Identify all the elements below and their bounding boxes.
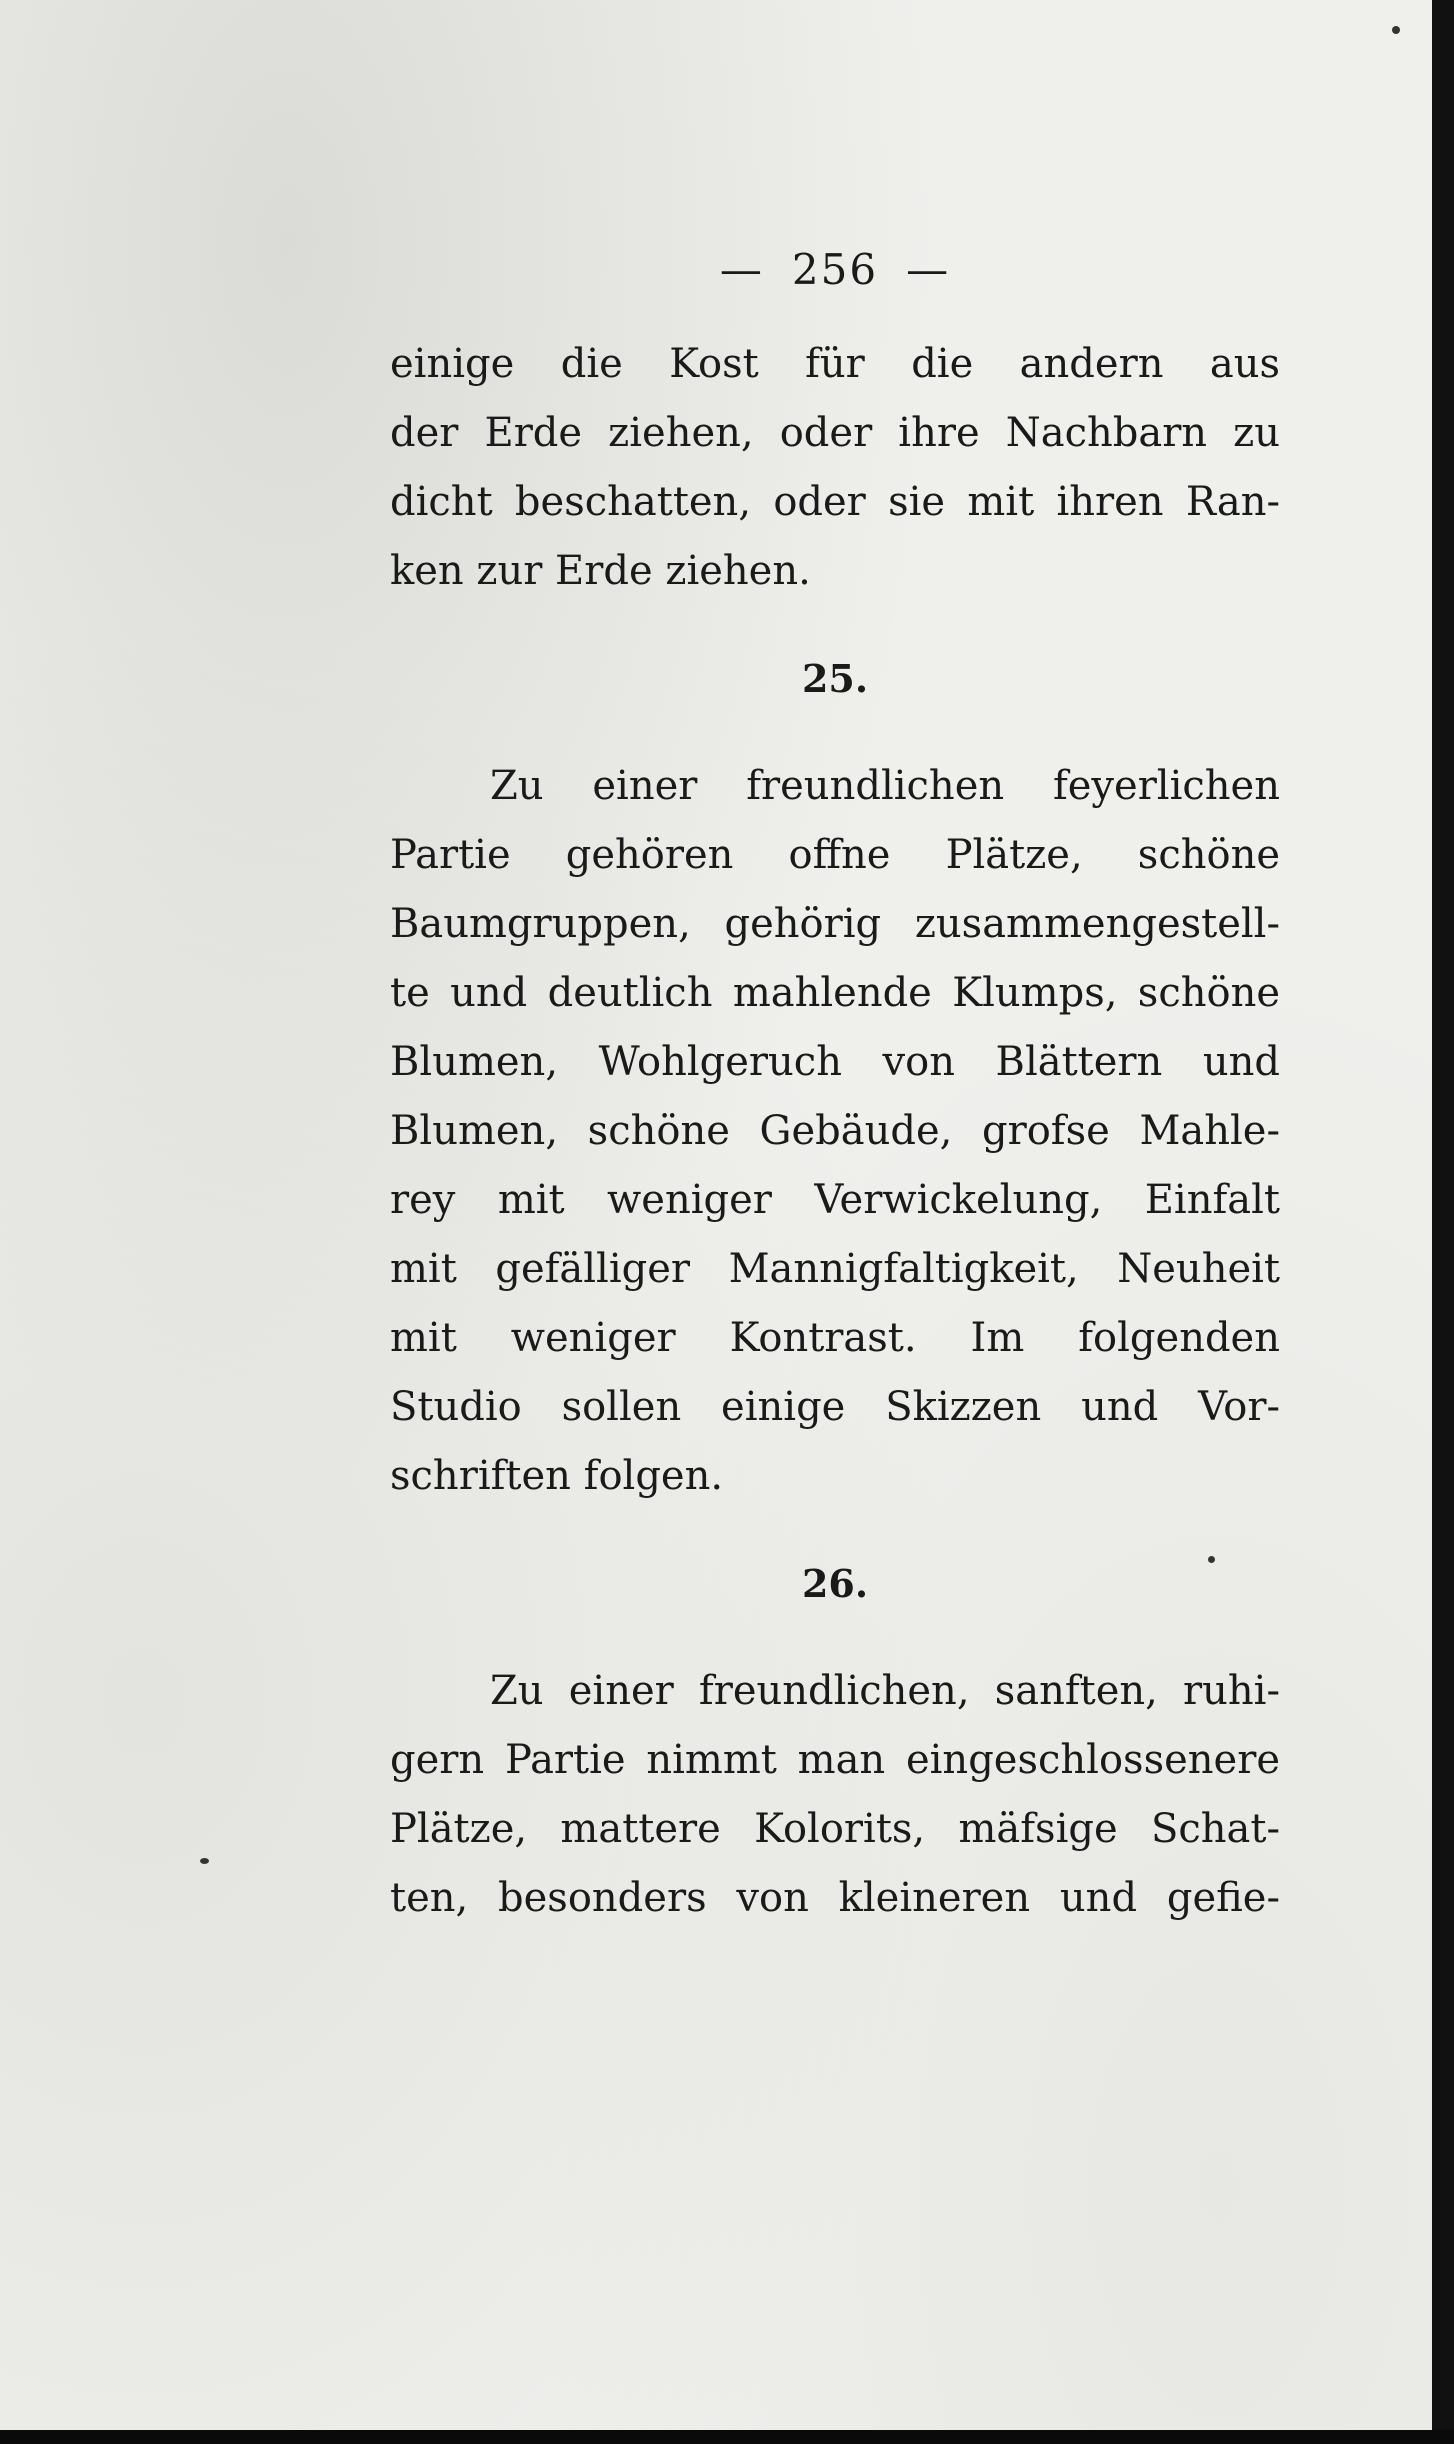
text-line: te und deutlich mahlende Klumps, schöne <box>390 970 1280 1016</box>
page-number: 256 <box>791 245 879 294</box>
text-line: Blumen, Wohlgeruch von Blättern und <box>390 1039 1280 1085</box>
scan-border-right <box>1432 0 1454 2444</box>
text-line: ken zur Erde ziehen. <box>390 548 811 594</box>
text-line: mit gefälliger Mannigfaltigkeit, Neuheit <box>390 1246 1280 1292</box>
text-line: Plätze, mattere Kolorits, mäfsige Schat- <box>390 1806 1280 1852</box>
section-number-26: 26. <box>801 1561 869 1606</box>
text-line: mit weniger Kontrast. Im folgenden <box>390 1315 1280 1361</box>
paragraph-26 <box>390 1657 1280 1933</box>
text-line: dicht beschatten, oder sie mit ihren Ran- <box>390 479 1280 525</box>
speck-mark <box>1392 26 1400 34</box>
text-line: einige die Kost für die andern aus <box>390 341 1280 387</box>
text-line: rey mit weniger Verwickelung, Einfalt <box>390 1177 1280 1223</box>
speck-mark <box>200 1858 209 1864</box>
text-line: Zu einer freundlichen feyerlichen <box>490 763 1280 809</box>
text-line: Baumgruppen, gehörig zusammengestell- <box>390 901 1280 947</box>
text-line: Studio sollen einige Skizzen und Vor- <box>390 1384 1280 1430</box>
text-line: schriften folgen. <box>390 1453 724 1499</box>
text-line: Zu einer freundlichen, sanften, ruhi- <box>490 1668 1280 1714</box>
page-text <box>390 230 1280 1933</box>
scan-border-bottom <box>0 2430 1454 2444</box>
continuation-paragraph <box>390 330 1280 606</box>
text-line: der Erde ziehen, oder ihre Nachbarn zu <box>390 410 1280 456</box>
text-line: Blumen, schöne Gebäude, grofse Mahle- <box>390 1108 1280 1154</box>
section-number-25: 25. <box>801 656 869 701</box>
text-line: gern Partie nimmt man eingeschlossenere <box>390 1737 1280 1783</box>
paragraph-25 <box>390 752 1280 1511</box>
page-header: — 256 — <box>719 245 951 294</box>
text-line: ten, besonders von kleineren und gefie- <box>390 1875 1280 1921</box>
text-line: Partie gehören offne Plätze, schöne <box>390 832 1280 878</box>
